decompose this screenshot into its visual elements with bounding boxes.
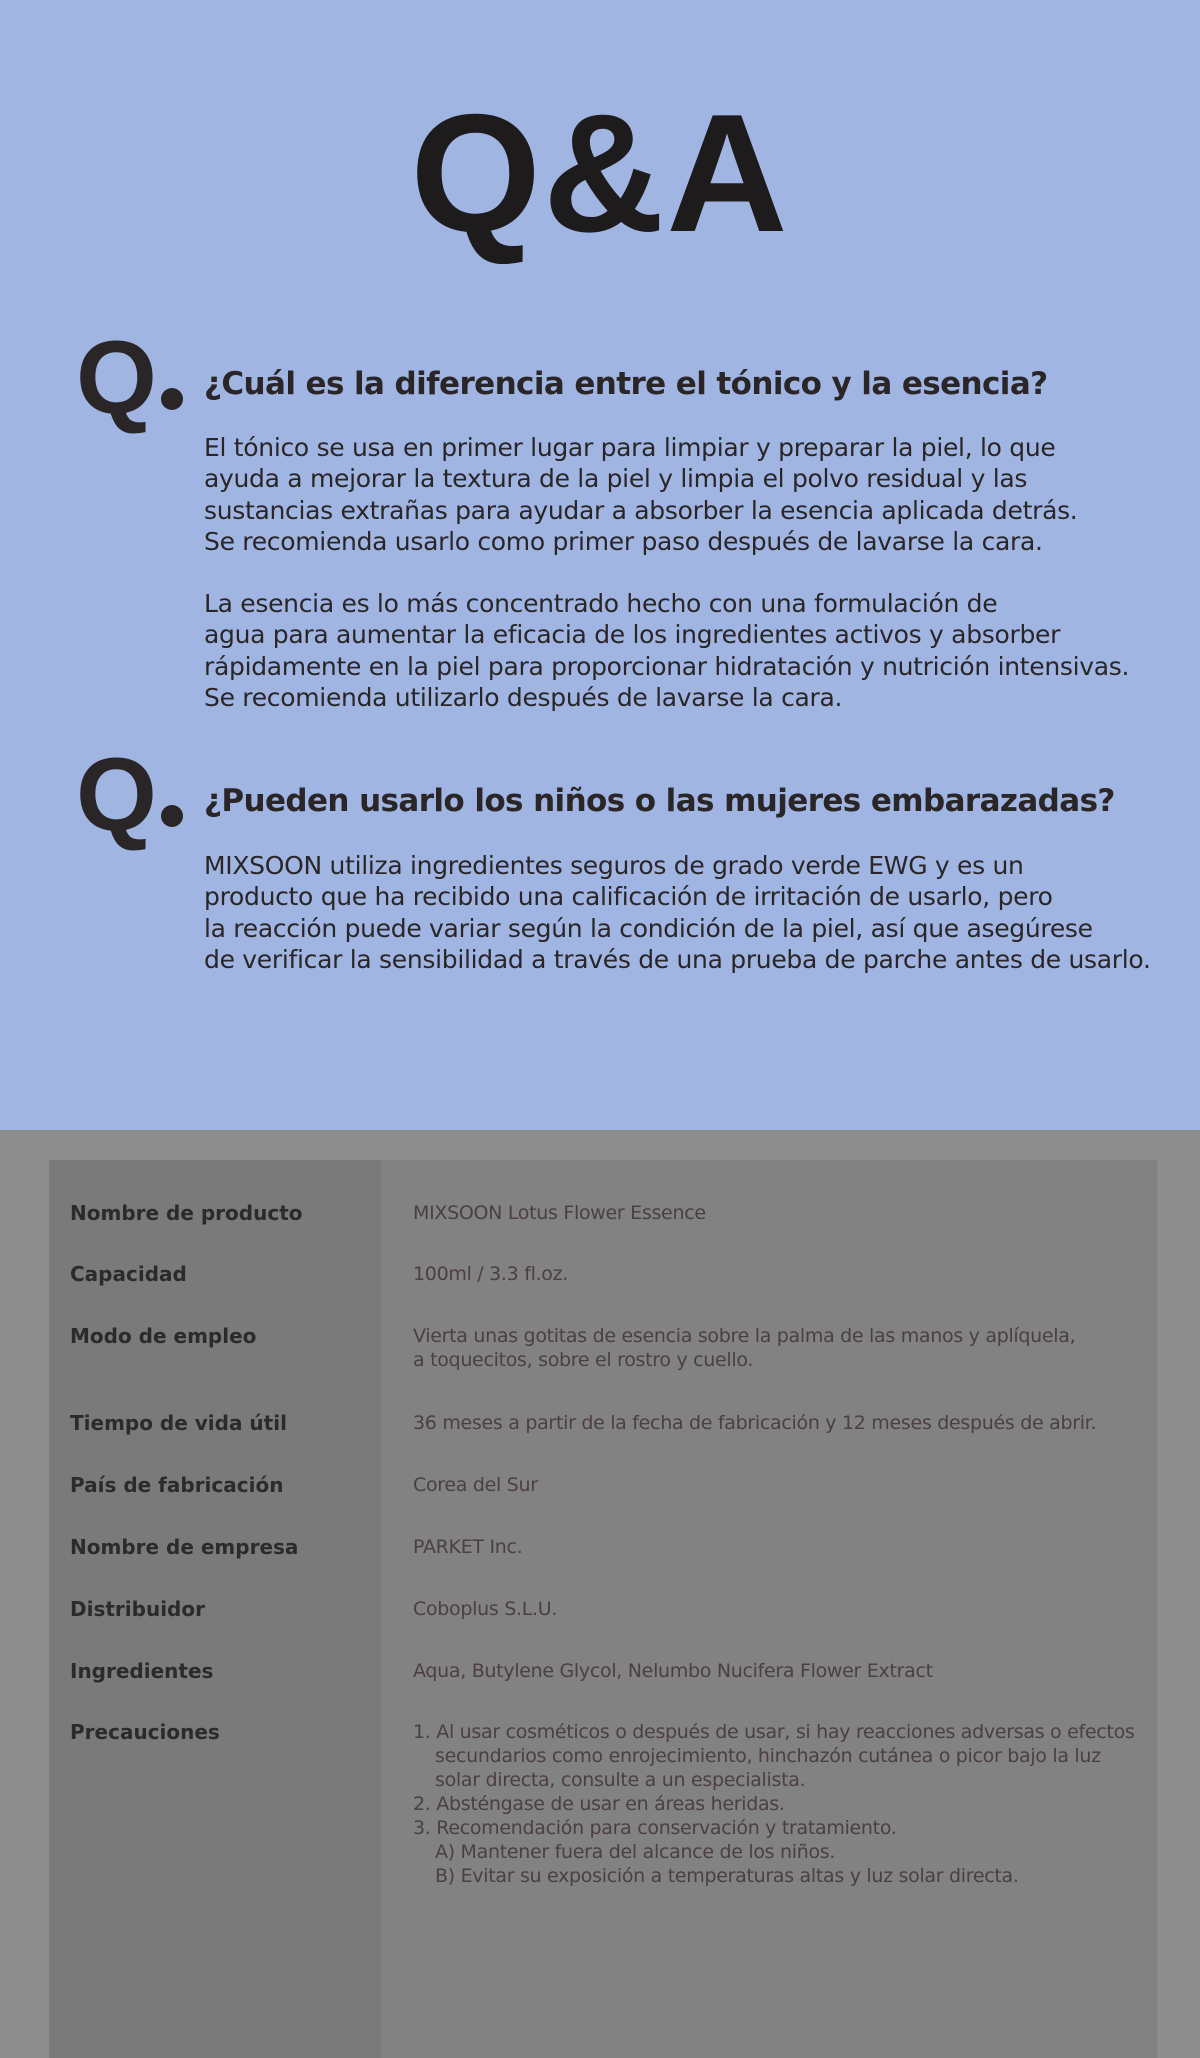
q-dot-decoration [161, 805, 183, 827]
product-spec-table [49, 1160, 1157, 2058]
spec-section [0, 1130, 1200, 1973]
q-mark: Q [76, 737, 157, 853]
spec-value-line: a toquecitos, sobre el rostro y cuello. [413, 1349, 754, 1371]
precaution-item: 2. Absténgase de usar en áreas heridas. [413, 1793, 785, 1815]
answer-line: sustancias extrañas para ayudar a absorber la esencia aplicada detrás. [204, 495, 1078, 525]
question-text: ¿Pueden usarlo los niños o las mujeres embarazadas? [204, 783, 1115, 819]
precaution-item: B) Evitar su exposición a temperaturas altas y luz solar directa. [435, 1865, 1019, 1887]
spec-value [413, 1720, 1153, 1888]
precaution-item: 1. Al usar cosméticos o después de usar, si hay reacciones adversas o efectos [413, 1721, 1135, 1743]
spec-value [413, 1411, 1153, 1435]
spec-label: Capacidad [70, 1262, 187, 1286]
spec-value [413, 1473, 1153, 1497]
answer-line: La esencia es lo más concentrado hecho con una formulación de [204, 589, 998, 619]
precaution-item: secundarios como enrojecimiento, hinchazón cutánea o picor bajo la luz [435, 1745, 1101, 1767]
spec-label: Nombre de empresa [70, 1535, 299, 1559]
spec-label: Tiempo de vida útil [70, 1411, 287, 1435]
answer-line: Se recomienda usarlo como primer paso después de lavarse la cara. [204, 526, 1043, 556]
spec-value-line: Corea del Sur [413, 1474, 538, 1496]
spec-value [413, 1201, 1153, 1225]
precaution-item: solar directa, consulte a un especialista. [435, 1769, 806, 1791]
answer-line: MIXSOON utiliza ingredientes seguros de grado verde EWG y es un [204, 851, 1024, 880]
answer-line: de verificar la sensibilidad a través de una prueba de parche antes de usarlo. [204, 944, 1151, 974]
spec-value [413, 1262, 1153, 1286]
question-text: ¿Cuál es la diferencia entre el tónico y la esencia? [204, 366, 1048, 402]
precautions-list [413, 1720, 1153, 1888]
spec-value [413, 1324, 1153, 1372]
spec-label: Nombre de producto [70, 1201, 303, 1225]
q-mark: Q [76, 320, 157, 436]
spec-label: Modo de empleo [70, 1324, 257, 1348]
answer-line: El tónico se usa en primer lugar para limpiar y preparar la piel, lo que [204, 433, 1056, 462]
spec-value-line: 36 meses a partir de la fecha de fabricación y 12 meses después de abrir. [413, 1412, 1097, 1434]
spec-value [413, 1535, 1153, 1559]
spec-value [413, 1597, 1153, 1621]
spec-value-line: MIXSOON Lotus Flower Essence [413, 1202, 706, 1224]
spec-value [413, 1659, 1153, 1683]
answer-text [204, 432, 1174, 744]
spec-label: Ingredientes [70, 1659, 214, 1683]
precaution-item: A) Mantener fuera del alcance de los niños. [435, 1841, 836, 1863]
spec-label: Precauciones [70, 1720, 220, 1744]
q-dot-decoration [161, 388, 183, 410]
spec-value-line: PARKET Inc. [413, 1536, 523, 1558]
answer-paragraph [204, 588, 1174, 713]
answer-paragraph [204, 850, 1174, 975]
answer-line: la reacción puede variar según la condición de la piel, así que asegúrese [204, 913, 1093, 943]
answer-paragraph [204, 432, 1174, 557]
answer-line: rápidamente en la piel para proporcionar hidratación y nutrición intensivas. [204, 651, 1130, 681]
answer-line: producto que ha recibido una calificación de irritación de usarlo, pero [204, 882, 1053, 912]
spec-label: País de fabricación [70, 1473, 284, 1497]
answer-text [204, 850, 1174, 1006]
spec-value-line: Aqua, Butylene Glycol, Nelumbo Nucifera Flower Extract [413, 1660, 933, 1682]
precaution-item: 3. Recomendación para conservación y tratamiento. [413, 1817, 897, 1839]
answer-line: Se recomienda utilizarlo después de lavarse la cara. [204, 683, 843, 713]
spec-value-line: 100ml / 3.3 fl.oz. [413, 1263, 569, 1285]
answer-line: ayuda a mejorar la textura de la piel y limpia el polvo residual y las [204, 464, 1028, 494]
answer-line: agua para aumentar la eficacia de los ingredientes activos y absorber [204, 620, 1061, 650]
page-title: Q&A [410, 79, 790, 267]
spec-value-line: Vierta unas gotitas de esencia sobre la palma de las manos y aplíquela, [413, 1325, 1076, 1347]
spec-value-line: Coboplus S.L.U. [413, 1598, 558, 1620]
spec-label: Distribuidor [70, 1597, 205, 1621]
